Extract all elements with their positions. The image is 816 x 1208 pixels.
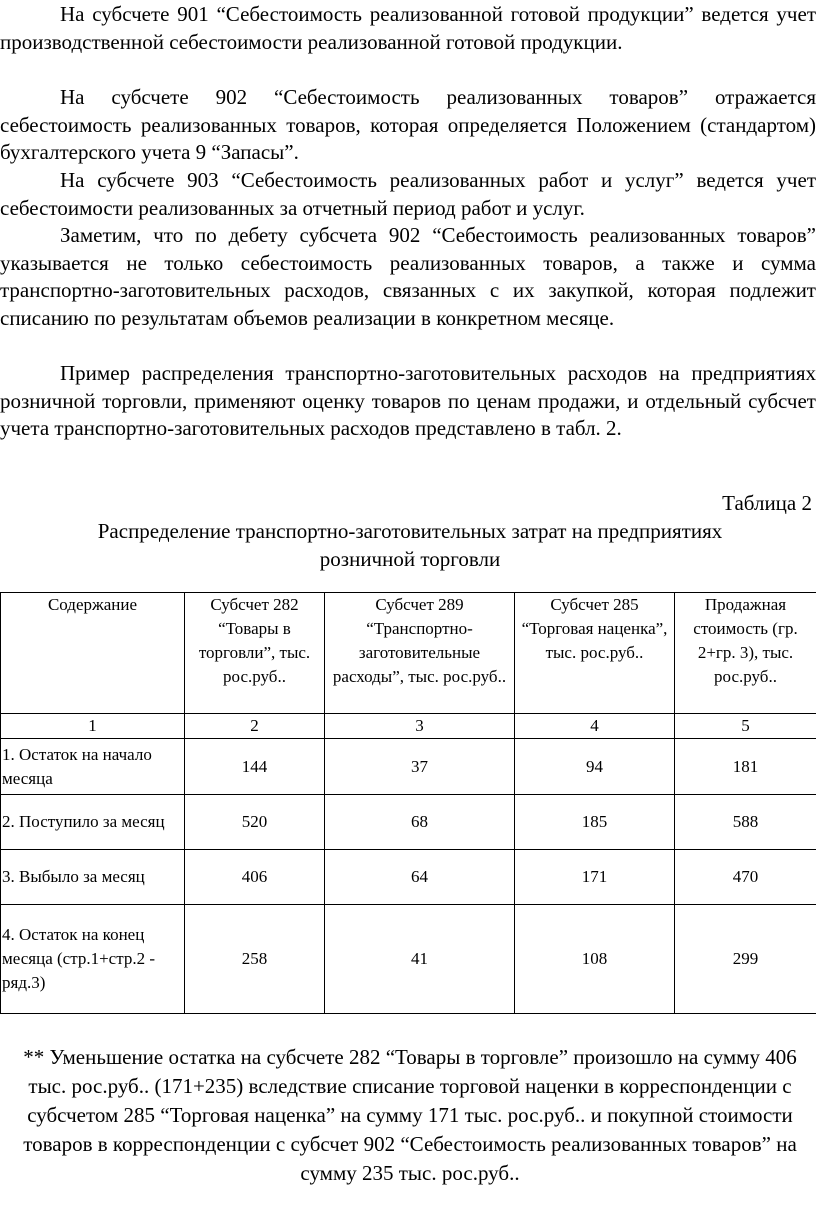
cell-value: 37 (325, 739, 515, 795)
paragraph-debit-note: Заметим, что по дебету субсчета 902 “Себестоимость реализованных товаров” указывается не только себестоимость реализованных товаров, а также и сумма транспортно-заготовительных расходов, связанных с их закупкой, которая подлежит списанию по результатам объемов реализации в конкретном месяце. (0, 223, 816, 331)
header-subaccount-289: Субсчет 289 “Транспортно-заготовительные расходы”, тыс. рос.руб.. (325, 593, 515, 714)
cell-value: 406 (185, 850, 325, 905)
table-row (1, 905, 816, 1014)
footnote: ** Уменьшение остатка на субсчете 282 “Товары в торговле” произошло на сумму 406 тыс. рос.руб.. (171+235) вследствие списание торговой наценки в корреспонденции с субсчетом 285 “Торговая наценка” на сумму 171 тыс. рос.руб.. и покупной стоимости товаров в корреспонденции с субсчет 902 “Себестоимость реализованных товаров” на сумму 235 тыс. рос.руб.. (23, 1045, 797, 1185)
column-number: 4 (515, 714, 675, 739)
header-content: Содержание (1, 593, 185, 714)
cell-value: 171 (515, 850, 675, 905)
table-row (1, 795, 816, 850)
table-label: Таблица 2 (722, 491, 812, 515)
cell-value: 94 (515, 739, 675, 795)
cell-value: 258 (185, 905, 325, 1014)
cell-value: 520 (185, 795, 325, 850)
row-label: 1. Остаток на начало месяца (1, 739, 185, 795)
column-number: 1 (1, 714, 185, 739)
table-row (1, 739, 816, 795)
cell-value: 181 (675, 739, 816, 795)
paragraph-subaccount-901: На субсчете 901 “Себестоимость реализованной готовой продукции” ведется учет производственной себестоимости реализованной готовой продукции. (0, 2, 816, 54)
distribution-table (0, 592, 816, 1014)
cell-value: 470 (675, 850, 816, 905)
column-number: 3 (325, 714, 515, 739)
cell-value: 64 (325, 850, 515, 905)
row-label: 2. Поступило за месяц (1, 795, 185, 850)
header-subaccount-285: Субсчет 285 “Торговая наценка”, тыс. рос.руб.. (515, 593, 675, 714)
cell-value: 299 (675, 905, 816, 1014)
header-sale-value: Продажная стоимость (гр. 2+гр. 3), тыс. рос.руб.. (675, 593, 816, 714)
cell-value: 108 (515, 905, 675, 1014)
row-label: 3. Выбыло за месяц (1, 850, 185, 905)
column-number: 5 (675, 714, 816, 739)
cell-value: 68 (325, 795, 515, 850)
cell-value: 185 (515, 795, 675, 850)
table-row (1, 850, 816, 905)
table-title: Распределение транспортно-заготовительных затрат на предприятиях розничной торговли (97, 519, 723, 571)
row-label: 4. Остаток на конец месяца (стр.1+стр.2 - ряд.3) (1, 905, 185, 1014)
column-number: 2 (185, 714, 325, 739)
header-subaccount-282: Субсчет 282 “Товары в торговли”, тыс. рос.руб.. (185, 593, 325, 714)
paragraph-subaccount-902: На субсчете 902 “Себестоимость реализованных товаров” отражается себестоимость реализованных товаров, которая определяется Положением (стандартом) бухгалтерского учета 9 “Запасы”. (0, 85, 816, 165)
cell-value: 41 (325, 905, 515, 1014)
paragraph-subaccount-903: На субсчете 903 “Себестоимость реализованных работ и услуг” ведется учет себестоимости реализованных за отчетный период работ и услуг. (0, 168, 816, 220)
table-header-row (1, 593, 816, 714)
cell-value: 588 (675, 795, 816, 850)
column-number-row (1, 714, 816, 739)
paragraph-example: Пример распределения транспортно-заготовительных расходов на предприятиях розничной торговли, применяют оценку товаров по ценам продажи, и отдельный субсчет учета транспортно-заготовительных расходов представлено в табл. 2. (0, 361, 816, 441)
cell-value: 144 (185, 739, 325, 795)
